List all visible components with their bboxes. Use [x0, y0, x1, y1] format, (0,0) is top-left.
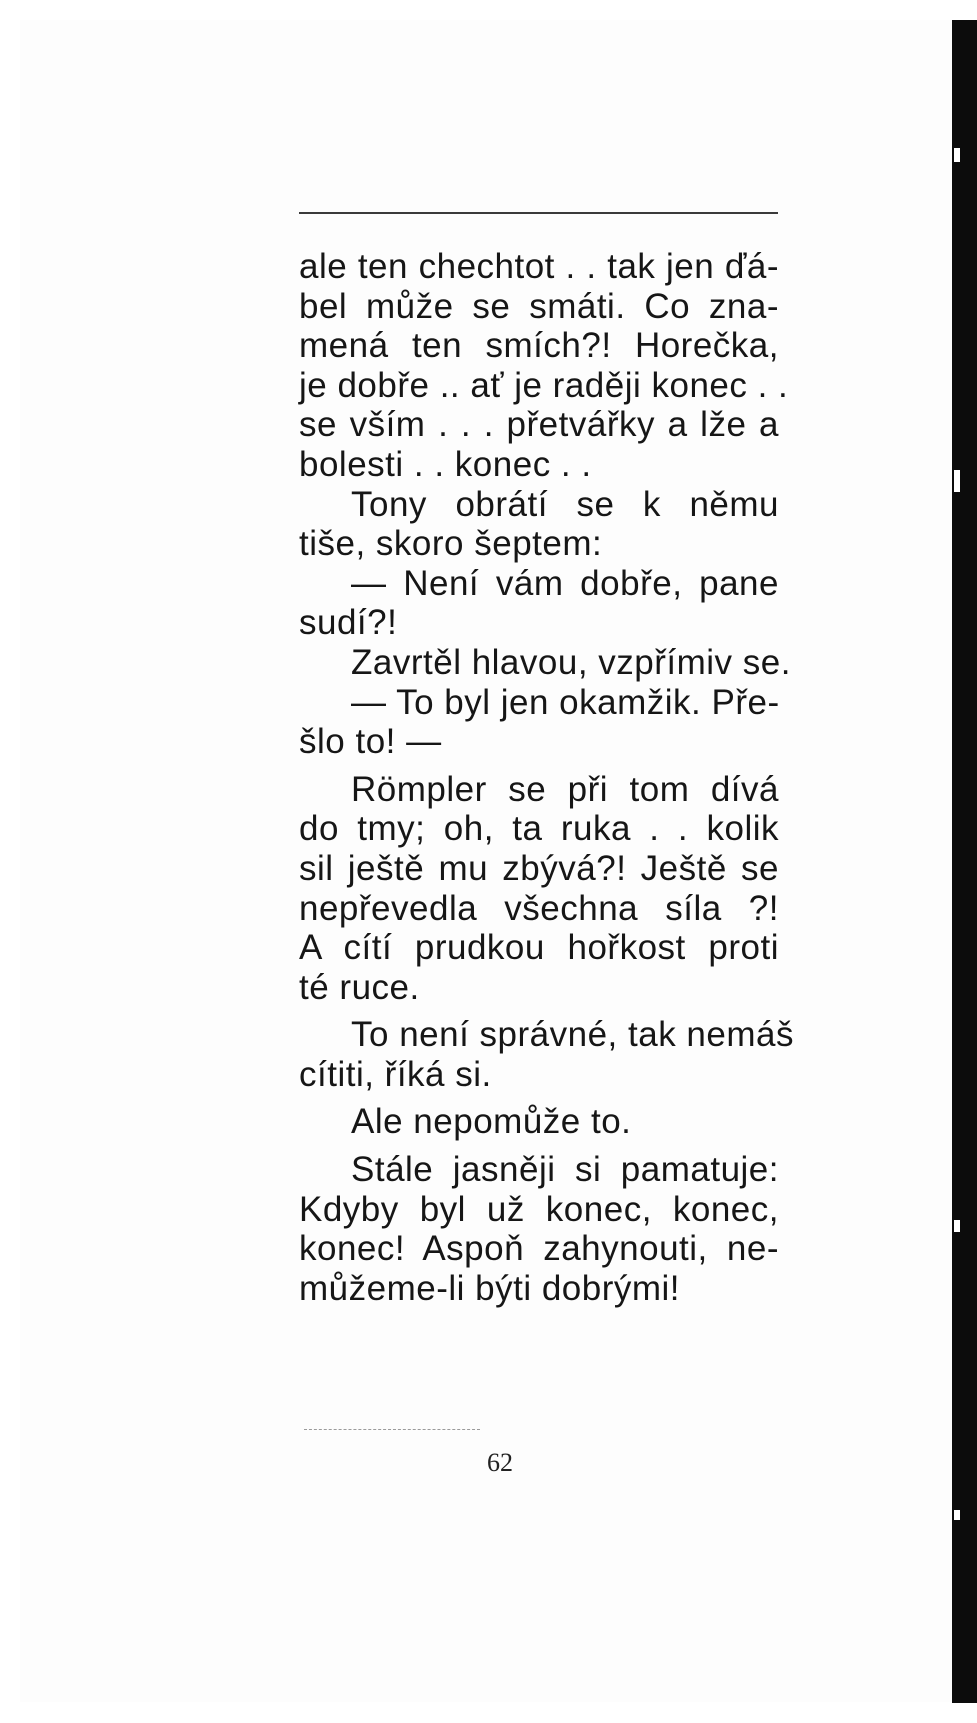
text-line: mená ten smích?! Horečka, [299, 326, 779, 366]
scan-edge-mark [954, 1220, 960, 1232]
body-text [299, 247, 794, 1308]
text-line: To není správné, tak nemáš [351, 1015, 794, 1055]
scan-edge-mark [954, 470, 960, 492]
text-line: ale ten chechtot . . tak jen ďá- [299, 247, 779, 286]
page-number: 62 [487, 1448, 513, 1477]
text-line: Tony obrátí se k němu [351, 484, 779, 524]
text-line: bolesti . . konec . . [299, 444, 592, 484]
text-line: je dobře .. ať je raději konec . . [299, 365, 789, 405]
paragraph-gap [299, 1142, 779, 1150]
paragraph-gap [299, 1007, 779, 1015]
text-line: nepřevedla všechna síla ?! [299, 888, 779, 928]
text-line: Zavrtěl hlavou, vzpřímiv se. [351, 642, 791, 682]
text-line: sil ještě mu zbývá?! Ještě se [299, 848, 779, 888]
scan-edge-right [952, 0, 977, 1723]
header-rule [299, 212, 778, 214]
paragraph-gap [299, 762, 779, 770]
text-line: do tmy; oh, ta ruka . . kolik [299, 809, 779, 849]
text-line: Kdyby byl už konec, konec, [299, 1189, 779, 1229]
text-line: — Není vám dobře, pane [351, 563, 779, 603]
text-line: konec! Aspoň zahynouti, ne- [299, 1229, 779, 1269]
text-line: té ruce. [299, 967, 420, 1007]
scan-margin-top [0, 0, 977, 20]
text-line: — To byl jen okamžik. Pře- [351, 682, 780, 722]
text-line: Römpler se při tom dívá [351, 769, 779, 809]
text-line: tiše, skoro šeptem: [299, 524, 603, 564]
text-line: šlo to! — [299, 722, 442, 762]
text-line: bel může se smáti. Co zna- [299, 286, 779, 326]
text-line: sudí?! [299, 603, 398, 643]
scan-edge-mark [954, 148, 960, 162]
text-line: Stále jasněji si pamatuje: [351, 1150, 779, 1190]
scan-edge-mark [954, 1510, 960, 1520]
text-line: se vším . . . přetvářky a lže a [299, 405, 779, 445]
paragraph-gap [299, 1094, 779, 1102]
text-line: A cítí prudkou hořkost proti [299, 928, 779, 968]
text-line: můžeme-li býti dobrými! [299, 1268, 681, 1308]
footer-rule [304, 1429, 480, 1430]
scan-margin-bottom [0, 1703, 977, 1723]
text-line: cítiti, říká si. [299, 1054, 492, 1094]
text-line: Ale nepomůže to. [351, 1102, 632, 1142]
